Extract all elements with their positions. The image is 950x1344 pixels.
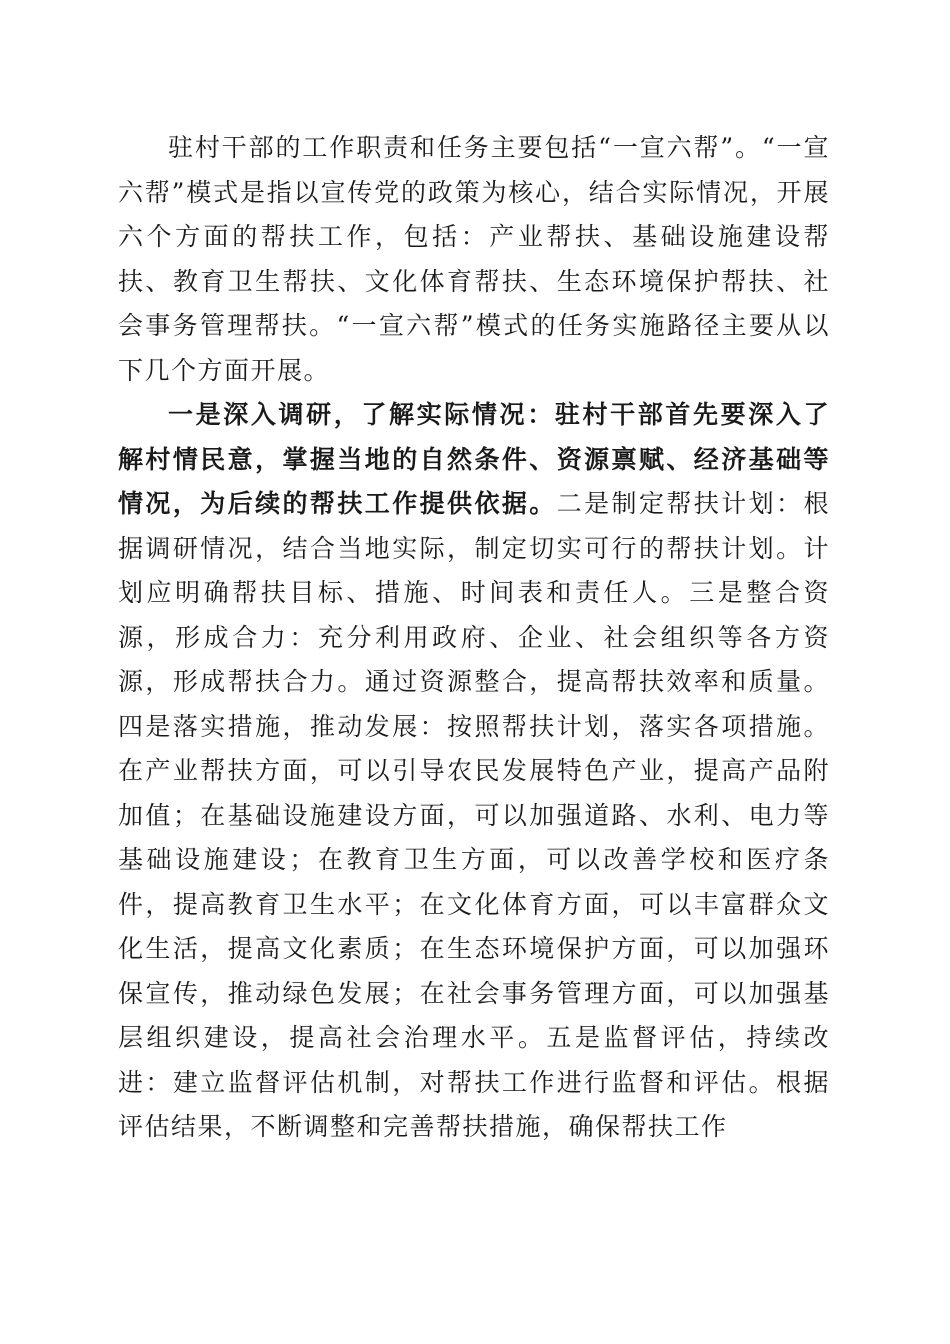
paragraph-steps <box>118 393 830 1150</box>
paragraph-steps-bold-text: 一是深入调研，了解实际情况：驻村干部首先要深入了解村情民意，掌握当地的自然条件、资源禀赋、经济基础等情况，为后续的帮扶工作提供依据。 <box>118 400 830 518</box>
document-body <box>118 126 830 1150</box>
paragraph-steps-text: 二是制定帮扶计划：根据调研情况，结合当地实际，制定切实可行的帮扶计划。计划应明确帮扶目标、措施、时间表和责任人。三是整合资源，形成合力：充分利用政府、企业、社会组织等各方资源，形成帮扶合力。通过资源整合，提高帮扶效率和质量。四是落实措施，推动发展：按照帮扶计划，落实各项措施。在产业帮扶方面，可以引导农民发展特色产业，提高产品附加值；在基础设施建设方面，可以加强道路、水利、电力等基础设施建设；在教育卫生方面，可以改善学校和医疗条件，提高教育卫生水平；在文化体育方面，可以丰富群众文化生活，提高文化素质；在生态环境保护方面，可以加强环保宣传，推动绿色发展；在社会事务管理方面，可以加强基层组织建设，提高社会治理水平。五是监督评估，持续改进：建立监督评估机制，对帮扶工作进行监督和评估。根据评估结果，不断调整和完善帮扶措施，确保帮扶工作 <box>118 489 830 1141</box>
paragraph-intro-text: 驻村干部的工作职责和任务主要包括“一宣六帮”。“一宣六帮”模式是指以宣传党的政策为核心，结合实际情况，开展六个方面的帮扶工作，包括：产业帮扶、基础设施建设帮扶、教育卫生帮扶、文化体育帮扶、生态环境保护帮扶、社会事务管理帮扶。“一宣六帮”模式的任务实施路径主要从以下几个方面开展。 <box>118 133 830 385</box>
paragraph-intro <box>118 126 830 393</box>
